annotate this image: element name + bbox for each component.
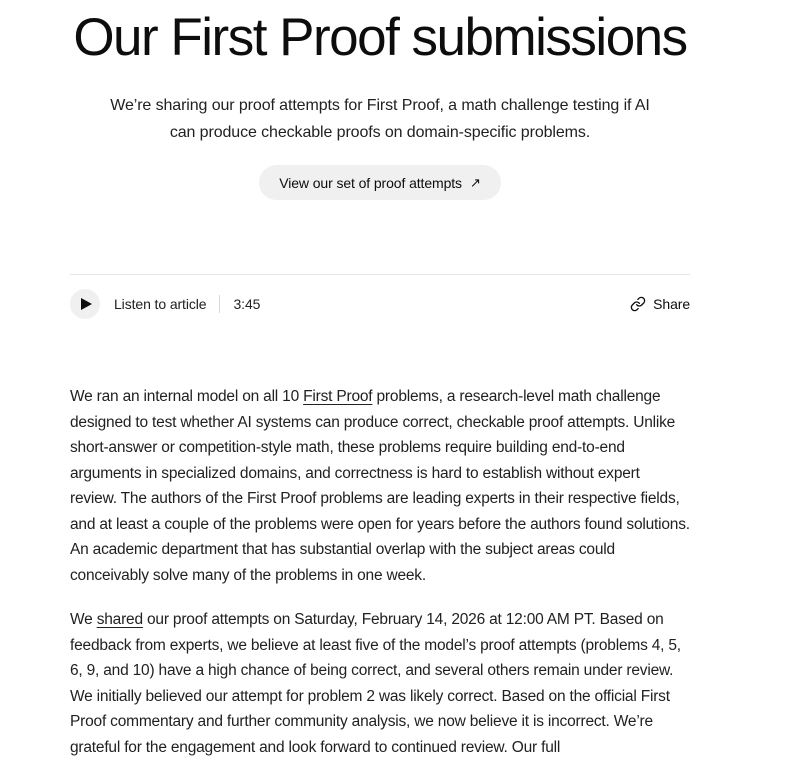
paragraph-text: We xyxy=(70,611,97,629)
audio-duration: 3:45 xyxy=(233,296,261,313)
article-paragraph xyxy=(70,607,690,760)
article-body xyxy=(70,384,690,760)
inline-link[interactable]: shared xyxy=(96,611,143,629)
audio-controls xyxy=(70,289,260,319)
cta-row xyxy=(0,165,760,200)
vertical-separator xyxy=(219,295,220,313)
article-paragraph xyxy=(70,384,690,588)
view-proof-attempts-label: View our set of proof attempts xyxy=(279,174,462,191)
paragraph-text: We ran an internal model on all 10 xyxy=(70,388,304,406)
play-icon xyxy=(81,298,92,310)
page-subtitle: We’re sharing our proof attempts for First Proof, a math challenge testing if AI can produce checkable proofs on domain-specific problems. xyxy=(110,97,650,142)
play-button[interactable] xyxy=(70,289,100,319)
share-label: Share xyxy=(653,296,690,313)
paragraph-text: problems, a research-level math challenge designed to test whether AI systems can produce correct, checkable proof attempts. Unlike short-answer or competition-style math, these problems require building end-to-end arguments in specialized domains, and correctness is hard to establish without expert review. The authors of the First Proof problems are leading experts in their respective fields, and at least a couple of the problems were open for years before the authors found solutions. An academic department that has substantial overlap with the subject areas could conceivably solve many of the problems in one week. xyxy=(70,388,690,584)
link-icon xyxy=(630,296,646,312)
listen-to-article-label: Listen to article xyxy=(114,296,207,313)
view-proof-attempts-button[interactable] xyxy=(259,165,501,200)
share-button[interactable] xyxy=(630,296,690,312)
article-content xyxy=(70,274,690,760)
inline-link[interactable]: First Proof xyxy=(303,388,373,406)
paragraph-text: our proof attempts on Saturday, February 14, 2026 at 12:00 AM PT. Based on feedback from experts, we believe at least five of the model’s proof attempts (problems 4, 5, 6, 9, and 10) have a high chance of being correct, and several others remain under review. We initially believed our attempt for problem 2 was likely correct. Based on the official First Proof commentary and further community analysis, we now believe it is incorrect. We’re grateful for the engagement and look forward to continued review. Our full xyxy=(70,611,681,756)
page-title: Our First Proof submissions xyxy=(73,8,687,67)
arrow-up-right-icon: ↗ xyxy=(469,175,481,191)
audio-bar xyxy=(70,287,690,321)
section-divider xyxy=(70,274,690,275)
